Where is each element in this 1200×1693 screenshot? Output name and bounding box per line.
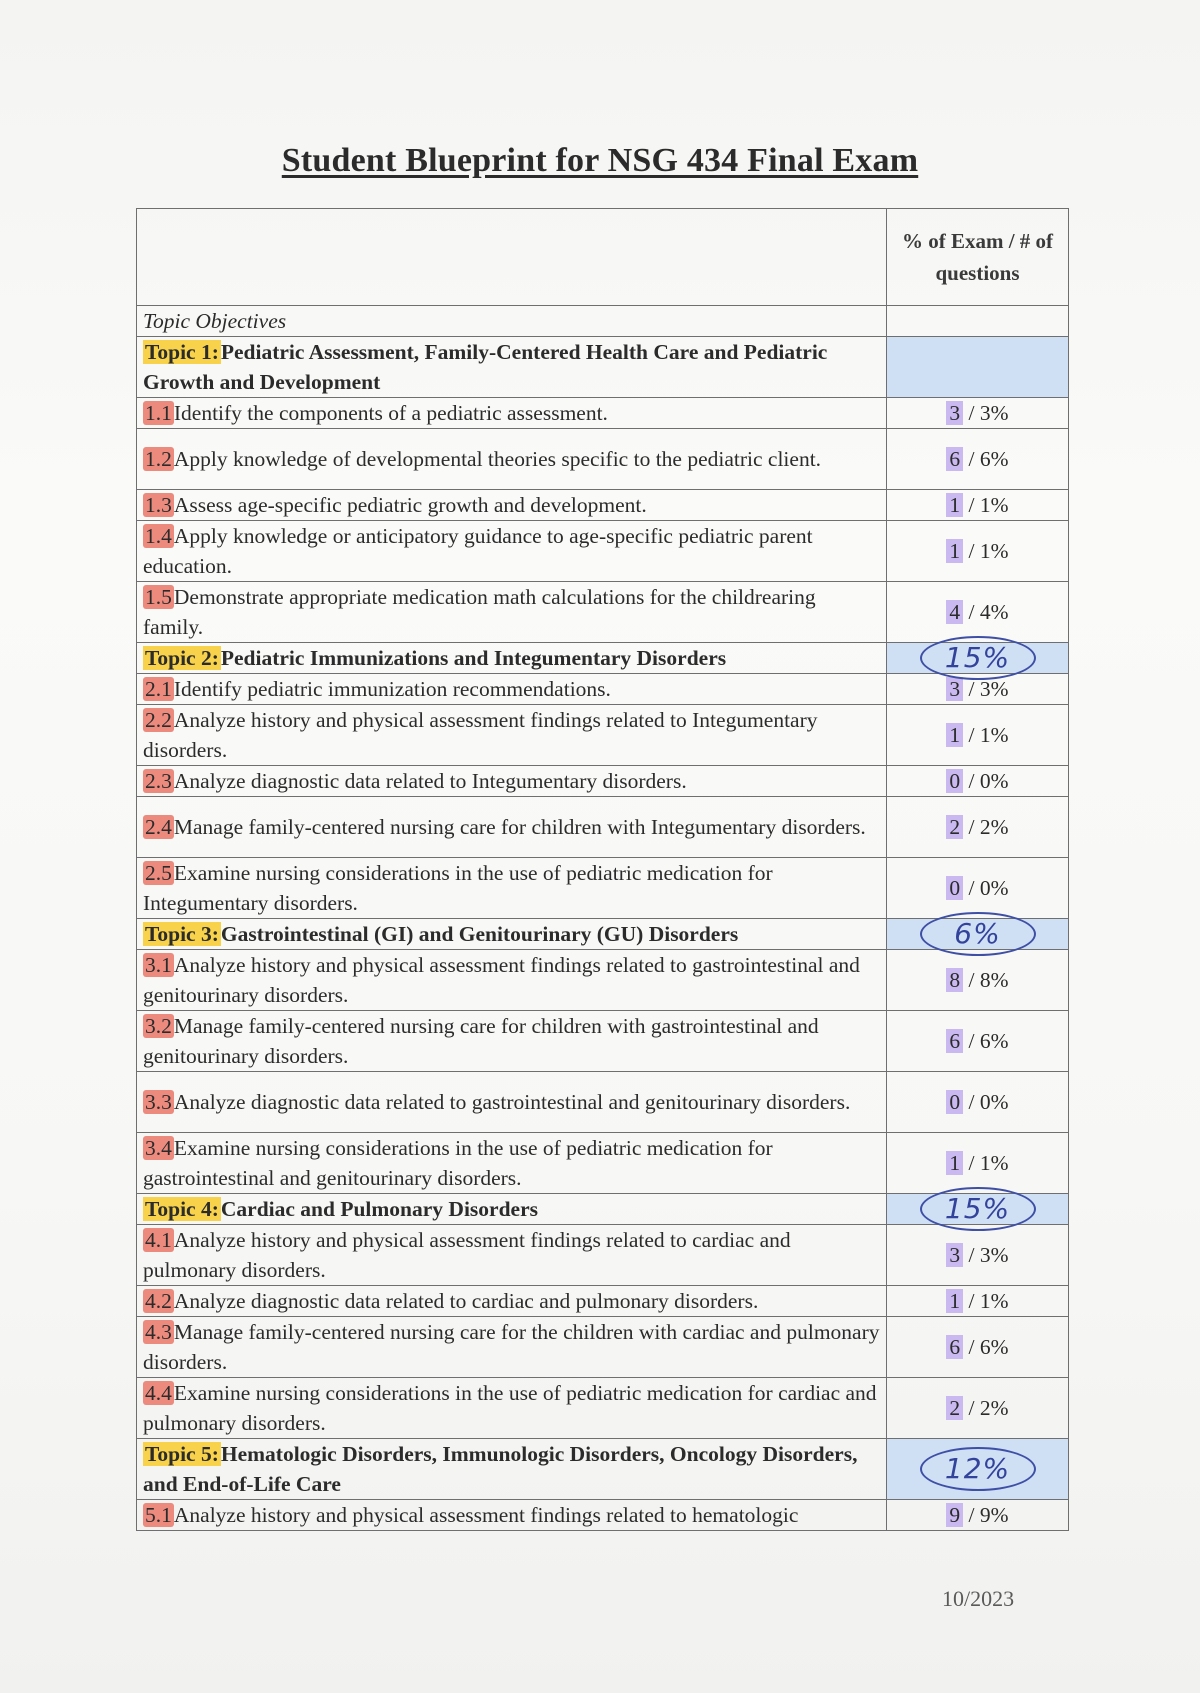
- topic-row: [137, 1194, 1069, 1225]
- question-count-cell: [887, 521, 1069, 582]
- objective-text: Identify the components of a pediatric assessment.: [173, 401, 608, 425]
- objective-text: Analyze history and physical assessment findings related to gastrointestinal and genitourinary disorders.: [143, 953, 860, 1007]
- question-count-cell: [887, 1378, 1069, 1439]
- question-count-cell: [887, 797, 1069, 858]
- page-title: Student Blueprint for NSG 434 Final Exam: [281, 142, 919, 179]
- objective-row: [137, 1011, 1069, 1072]
- separator: /: [963, 447, 980, 471]
- objective-text: Demonstrate appropriate medication math calculations for the childrearing family.: [143, 585, 816, 639]
- separator: /: [963, 493, 980, 517]
- objective-number: 4.2: [145, 1289, 172, 1313]
- question-count: 0: [946, 769, 963, 793]
- objective-row: [137, 1500, 1069, 1531]
- question-count-cell: [887, 950, 1069, 1011]
- header-percent-cell: % of Exam / # of questions: [887, 209, 1069, 306]
- caption-row: [137, 306, 1069, 337]
- question-count-cell: [887, 1317, 1069, 1378]
- objective-number: 2.5: [145, 861, 172, 885]
- objective-row: [137, 1225, 1069, 1286]
- document-date: 10/2023: [942, 1586, 1015, 1611]
- topic-percent-cell: [887, 337, 1069, 398]
- exam-percent: 1%: [979, 493, 1009, 517]
- topic-percent-cell: [887, 1194, 1069, 1225]
- topic-label: Topic 3:: [145, 922, 219, 946]
- blueprint-table: [136, 208, 1069, 1531]
- exam-percent: 0%: [979, 769, 1009, 793]
- objective-number: 2.4: [145, 815, 172, 839]
- separator: /: [963, 401, 980, 425]
- topic-percent-cell: [887, 1439, 1069, 1500]
- question-count: 2: [946, 815, 963, 839]
- separator: /: [963, 723, 980, 747]
- objective-number: 3.2: [145, 1014, 172, 1038]
- objective-number: 5.1: [145, 1503, 172, 1527]
- separator: /: [963, 968, 980, 992]
- separator: /: [963, 600, 980, 624]
- exam-percent: 6%: [979, 1029, 1009, 1053]
- objective-row: [137, 766, 1069, 797]
- question-count-cell: [887, 398, 1069, 429]
- objective-text: Analyze history and physical assessment findings related to Integumentary disorders.: [143, 708, 818, 762]
- separator: /: [963, 815, 980, 839]
- handwritten-percent-annotation: 15%: [920, 636, 1036, 680]
- exam-percent: 3%: [979, 677, 1009, 701]
- objective-text: Analyze diagnostic data related to gastrointestinal and genitourinary disorders.: [173, 1090, 851, 1114]
- question-count-cell: [887, 705, 1069, 766]
- header-blank-cell: [137, 209, 887, 306]
- objective-text: Assess age-specific pediatric growth and development.: [173, 493, 647, 517]
- question-count-cell: [887, 766, 1069, 797]
- caption-blank-cell: [887, 306, 1069, 337]
- objective-row: [137, 1378, 1069, 1439]
- topic-row: [137, 643, 1069, 674]
- topic-label: Topic 4:: [145, 1197, 219, 1221]
- objective-row: [137, 1133, 1069, 1194]
- separator: /: [963, 1243, 980, 1267]
- question-count: 3: [946, 677, 963, 701]
- objective-row: [137, 1317, 1069, 1378]
- separator: /: [963, 876, 980, 900]
- question-count-cell: [887, 1286, 1069, 1317]
- topic-title: Gastrointestinal (GI) and Genitourinary (GU) Disorders: [220, 922, 739, 946]
- objective-row: [137, 398, 1069, 429]
- question-count-cell: [887, 490, 1069, 521]
- objective-text: Analyze diagnostic data related to Integumentary disorders.: [173, 769, 687, 793]
- separator: /: [963, 1335, 980, 1359]
- question-count: 6: [946, 1029, 963, 1053]
- objective-row: [137, 429, 1069, 490]
- objective-text: Examine nursing considerations in the use of pediatric medication for gastrointestinal and genitourinary disorders.: [143, 1136, 773, 1190]
- question-count: 2: [946, 1396, 963, 1420]
- objective-number: 1.1: [145, 401, 172, 425]
- question-count: 4: [946, 600, 963, 624]
- topic-title: Pediatric Immunizations and Integumentary Disorders: [220, 646, 727, 670]
- topic-objectives-caption: Topic Objectives: [143, 309, 287, 333]
- separator: /: [963, 1090, 980, 1114]
- objective-number: 2.1: [145, 677, 172, 701]
- exam-percent: 3%: [979, 401, 1009, 425]
- handwritten-percent-annotation: 12%: [920, 1447, 1036, 1491]
- topic-row: [137, 337, 1069, 398]
- objective-number: 1.5: [145, 585, 172, 609]
- objective-number: 3.1: [145, 953, 172, 977]
- objective-number: 1.2: [145, 447, 172, 471]
- exam-percent: 1%: [979, 1151, 1009, 1175]
- question-count-cell: [887, 429, 1069, 490]
- objective-row: [137, 582, 1069, 643]
- topic-title: Pediatric Assessment, Family-Centered Health Care and Pediatric Growth and Development: [143, 340, 828, 394]
- objective-text: Apply knowledge or anticipatory guidance to age-specific pediatric parent education.: [143, 524, 813, 578]
- question-count: 1: [946, 539, 963, 563]
- exam-percent: 3%: [979, 1243, 1009, 1267]
- objective-text: Apply knowledge of developmental theories specific to the pediatric client.: [173, 447, 822, 471]
- exam-percent: 0%: [979, 1090, 1009, 1114]
- separator: /: [963, 1151, 980, 1175]
- question-count: 0: [946, 876, 963, 900]
- handwritten-percent-annotation: 15%: [920, 1187, 1036, 1231]
- objective-number: 2.2: [145, 708, 172, 732]
- objective-number: 3.4: [145, 1136, 172, 1160]
- question-count-cell: [887, 1225, 1069, 1286]
- exam-percent: 8%: [979, 968, 1009, 992]
- objective-text: Analyze history and physical assessment findings related to cardiac and pulmonary disorders.: [143, 1228, 791, 1282]
- objective-text: Examine nursing considerations in the use of pediatric medication for cardiac and pulmonary disorders.: [143, 1381, 877, 1435]
- question-count: 3: [946, 401, 963, 425]
- topic-title: Hematologic Disorders, Immunologic Disorders, Oncology Disorders, and End-of-Life Care: [143, 1442, 858, 1496]
- topic-percent-cell: [887, 643, 1069, 674]
- exam-percent: 6%: [979, 447, 1009, 471]
- objective-row: [137, 1072, 1069, 1133]
- objective-row: [137, 858, 1069, 919]
- exam-percent: 0%: [979, 876, 1009, 900]
- separator: /: [963, 1503, 980, 1527]
- objective-row: [137, 950, 1069, 1011]
- question-count: 9: [946, 1503, 963, 1527]
- question-count: 8: [946, 968, 963, 992]
- objective-text: Analyze diagnostic data related to cardiac and pulmonary disorders.: [173, 1289, 759, 1313]
- question-count-cell: [887, 1011, 1069, 1072]
- question-count-cell: [887, 1072, 1069, 1133]
- exam-percent: 1%: [979, 723, 1009, 747]
- exam-percent: 6%: [979, 1335, 1009, 1359]
- exam-percent: 4%: [979, 600, 1009, 624]
- separator: /: [963, 1289, 980, 1313]
- question-count: 6: [946, 1335, 963, 1359]
- objective-row: [137, 1286, 1069, 1317]
- question-count-cell: [887, 1133, 1069, 1194]
- question-count: 1: [946, 723, 963, 747]
- question-count: 3: [946, 1243, 963, 1267]
- topic-title: Cardiac and Pulmonary Disorders: [220, 1197, 538, 1221]
- objective-number: 1.3: [145, 493, 172, 517]
- objective-text: Manage family-centered nursing care for the children with cardiac and pulmonary disorders.: [143, 1320, 880, 1374]
- objective-row: [137, 521, 1069, 582]
- objective-number: 3.3: [145, 1090, 172, 1114]
- objective-number: 4.4: [145, 1381, 172, 1405]
- objective-row: [137, 797, 1069, 858]
- exam-percent: 9%: [979, 1503, 1009, 1527]
- separator: /: [963, 1396, 980, 1420]
- question-count-cell: [887, 858, 1069, 919]
- objective-text: Manage family-centered nursing care for children with Integumentary disorders.: [173, 815, 866, 839]
- handwritten-percent-annotation: 6%: [920, 912, 1036, 956]
- objective-row: [137, 705, 1069, 766]
- topic-label: Topic 2:: [145, 646, 219, 670]
- question-count-cell: [887, 582, 1069, 643]
- objective-text: Identify pediatric immunization recommendations.: [173, 677, 611, 701]
- topic-row: [137, 1439, 1069, 1500]
- objective-text: Manage family-centered nursing care for children with gastrointestinal and genitourinary disorders.: [143, 1014, 819, 1068]
- objective-number: 4.1: [145, 1228, 172, 1252]
- separator: /: [963, 769, 980, 793]
- objective-text: Examine nursing considerations in the use of pediatric medication for Integumentary disorders.: [143, 861, 773, 915]
- exam-percent: 1%: [979, 1289, 1009, 1313]
- separator: /: [963, 677, 980, 701]
- question-count: 1: [946, 1151, 963, 1175]
- objective-row: [137, 490, 1069, 521]
- exam-percent: 2%: [979, 1396, 1009, 1420]
- question-count: 1: [946, 493, 963, 517]
- question-count: 1: [946, 1289, 963, 1313]
- question-count: 6: [946, 447, 963, 471]
- question-count-cell: [887, 1500, 1069, 1531]
- exam-percent: 2%: [979, 815, 1009, 839]
- topic-label: Topic 1:: [145, 340, 219, 364]
- separator: /: [963, 539, 980, 563]
- topic-row: [137, 919, 1069, 950]
- objective-row: [137, 674, 1069, 705]
- question-count: 0: [946, 1090, 963, 1114]
- objective-number: 4.3: [145, 1320, 172, 1344]
- table-header-row: [137, 209, 1069, 306]
- separator: /: [963, 1029, 980, 1053]
- objective-text: Analyze history and physical assessment findings related to hematologic: [173, 1503, 799, 1527]
- topic-percent-cell: [887, 919, 1069, 950]
- objective-number: 1.4: [145, 524, 172, 548]
- topic-label: Topic 5:: [145, 1442, 219, 1466]
- exam-percent: 1%: [979, 539, 1009, 563]
- objective-number: 2.3: [145, 769, 172, 793]
